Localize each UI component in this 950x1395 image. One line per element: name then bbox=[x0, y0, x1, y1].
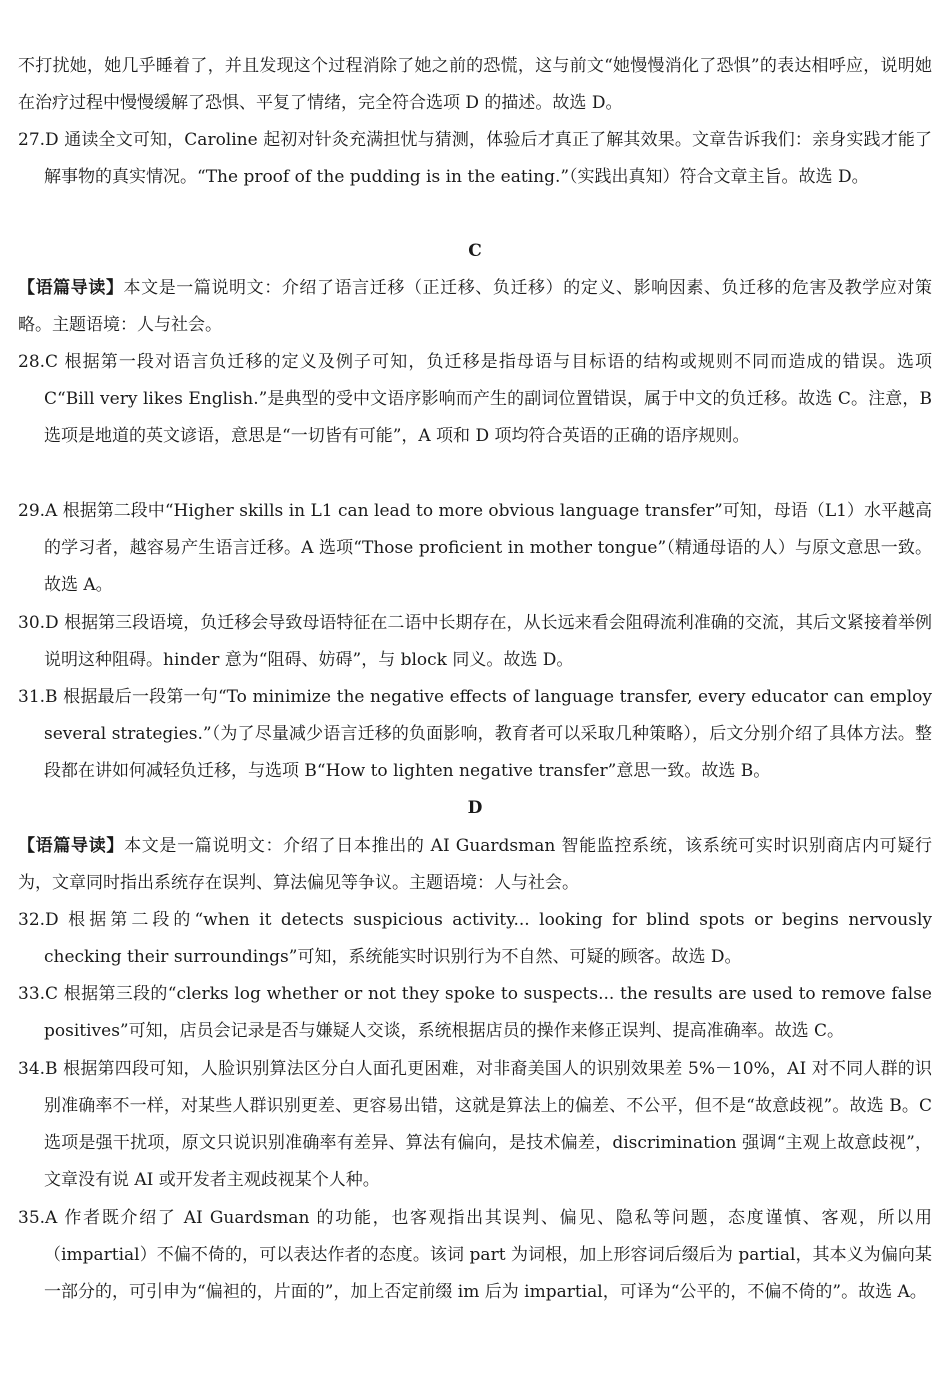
answer-text: 通读全文可知，Caroline 起初对针灸充满担忧与猜测，体验后才真正了解其效果。文章告诉我们：亲身实践才能了解事物的真实情况。“The proof of the pudding is in the eating.”（实践出真知）符合文章主旨。故选 D。 bbox=[44, 130, 932, 187]
section-c-heading: C bbox=[468, 241, 482, 261]
answer-number: 27.D bbox=[18, 130, 59, 150]
answer-text: 根据第三段的“clerks log whether or not they spoke to suspects... the results are used to remove false positives”可知，店员会记录是否与嫌疑人交谈，系统根据店员的操作来修正误判、提高准确率。故选 C。 bbox=[44, 984, 932, 1041]
answer-number: 35.A bbox=[18, 1208, 58, 1228]
continuation-paragraph: 不打扰她，她几乎睡着了，并且发现这个过程消除了她之前的恐慌，这与前文“她慢慢消化了恐惧”的表达相呼应，说明她在治疗过程中慢慢缓解了恐惧、平复了情绪，完全符合选项 D 的描述。故选 D。 bbox=[18, 56, 932, 113]
intro-label: 【语篇导读】 bbox=[18, 278, 124, 298]
intro-text: 本文是一篇说明文：介绍了日本推出的 AI Guardsman 智能监控系统，该系统可实时识别商店内可疑行为，文章同时指出系统存在误判、算法偏见等争议。主题语境：人与社会。 bbox=[18, 836, 933, 893]
answer-text: 根据第三段语境，负迁移会导致母语特征在二语中长期存在，从长远来看会阻碍流利准确的交流，其后文紧接着举例说明这种阻碍。hinder 意为“阻碍、妨碍”，与 block 同义。故选 D。 bbox=[44, 613, 932, 670]
answer-31 bbox=[18, 679, 932, 790]
answer-29 bbox=[18, 493, 932, 604]
answer-text: 根据第一段对语言负迁移的定义及例子可知，负迁移是指母语与目标语的结构或规则不同而造成的错误。选项 C“Bill very likes English.”是典型的受中文语序影响而产生的副词位置错误，属于中文的负迁移。故选 C。注意，B 选项是地道的英文谚语，意思是“一切皆有可能”，A 项和 D 项均符合英语的正确的语序规则。 bbox=[44, 352, 932, 446]
section-d-heading: D bbox=[467, 798, 483, 818]
answer-text: 作者既介绍了 AI Guardsman 的功能，也客观指出其误判、偏见、隐私等问题，态度谨慎、客观，所以用（impartial）不偏不倚的，可以表达作者的态度。该词 part 为词根，加上形容词后缀后为 partial，其本义为偏向某一部分的，可引申为“偏袒的，片面的”，加上否定前缀 im 后为 impartial，可译为“公平的，不偏不倚的”。故选 A。 bbox=[44, 1208, 932, 1302]
answer-number: 33.C bbox=[18, 984, 59, 1004]
answer-27 bbox=[18, 122, 932, 196]
answer-35 bbox=[18, 1200, 932, 1311]
answer-33 bbox=[18, 976, 932, 1050]
answer-text: 根据第四段可知，人脸识别算法区分白人面孔更困难，对非裔美国人的识别效果差 5%－10%，AI 对不同人群的识别准确率不一样，对某些人群识别更差、更容易出错，这就是算法上的偏差、不公平，但不是“故意歧视”。故选 B。C 选项是强干扰项，原文只说识别准确率有差异、算法有偏向，是技术偏差，discrimination 强调“主观上故意歧视”，文章没有说 AI 或开发者主观歧视某个人种。 bbox=[44, 1059, 932, 1190]
answer-number: 28.C bbox=[18, 352, 59, 372]
answer-number: 32.D bbox=[18, 910, 59, 930]
answer-28 bbox=[18, 344, 932, 455]
intro-label: 【语篇导读】 bbox=[18, 836, 125, 856]
answer-number: 31.B bbox=[18, 687, 58, 707]
answer-number: 34.B bbox=[18, 1059, 58, 1079]
answer-32 bbox=[18, 902, 932, 976]
answer-text: 根据第二段的“when it detects suspicious activity... looking for blind spots or begins nervously checking their surroundings”可知，系统能实时识别行为不自然、可疑的顾客。故选 D。 bbox=[44, 910, 933, 967]
answer-number: 29.A bbox=[18, 501, 58, 521]
answer-34 bbox=[18, 1051, 932, 1199]
answer-number: 30.D bbox=[18, 613, 59, 633]
answer-30 bbox=[18, 605, 932, 679]
intro-text: 本文是一篇说明文：介绍了语言迁移（正迁移、负迁移）的定义、影响因素、负迁移的危害及教学应对策略。主题语境：人与社会。 bbox=[18, 278, 932, 335]
answer-text: 根据第二段中“Higher skills in L1 can lead to more obvious language transfer”可知，母语（L1）水平越高的学习者，越容易产生语言迁移。A 选项“Those proficient in mother tongue”（精通母语的人）与原文意思一致。故选 A。 bbox=[44, 501, 932, 595]
section-d-intro bbox=[18, 828, 932, 902]
answer-text: 根据最后一段第一句“To minimize the negative effects of language transfer, every educator can employ several strategies.”（为了尽量减少语言迁移的负面影响，教育者可以采取几种策略），后文分别介绍了具体方法。整段都在讲如何减轻负迁移，与选项 B“How to lighten negative transfer”意思一致。故选 B。 bbox=[44, 687, 933, 781]
section-c-intro bbox=[18, 270, 932, 344]
